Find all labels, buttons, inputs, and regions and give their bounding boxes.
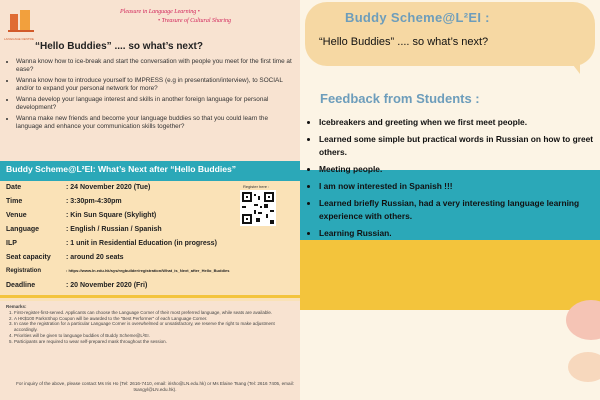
remark-item: 2. A HK$100 ParknShop Coupon will be awarded to the “Best Performer” of each Language Corner. (14, 316, 296, 322)
right-title: Buddy Scheme@L²EI : (345, 10, 490, 25)
info-row-deadline (6, 282, 147, 289)
left-bullet-item: • Wanna make new friends and become your language buddies so that you could learn the language and enhance your communication skills together? (16, 115, 295, 131)
registration-link[interactable]: : https://www.ln.edu.hk/sys/regbuilder/registration/What_is_Next_after_Hello_Buddies (66, 268, 230, 273)
info-value: : around 20 seats (66, 254, 124, 261)
info-value: : 3:30pm-4:30pm (66, 198, 122, 205)
info-label: Deadline (6, 282, 36, 289)
info-label: Date (6, 184, 22, 191)
remark-item: 1. First-register-first-served. Applicants can choose the Language Corner of their most preferred language, while seats are available. (14, 310, 296, 316)
info-row-time (6, 198, 122, 205)
slogan-line-1: Pleasure in Language Learning • (120, 9, 200, 15)
info-label: Language (6, 226, 40, 233)
info-value: : English / Russian / Spanish (66, 226, 162, 233)
left-bullet-item: • Wanna know how to introduce yourself to IMPRESS (e.g in presentation/interview), to SOCIAL and/or to expand your personal network for more? (16, 77, 295, 93)
remark-item: 4. Priorities will be given to language buddies of Buddy Scheme@L²EI. (14, 333, 296, 339)
info-row-venue (6, 212, 156, 219)
remark-item: 5. Participants are required to wear self-prepared mask throughout the session. (14, 339, 296, 345)
info-label: Registration (6, 268, 42, 274)
info-label: Seat capacity (6, 254, 51, 261)
feedback-item: • I am now interested in Spanish !!! (319, 180, 595, 193)
info-value: : 24 November 2020 (Tue) (66, 184, 151, 191)
info-row-registration (6, 268, 229, 274)
left-bullet-item: • Wanna know how to ice-break and start the conversation with people you meet for the first time at ease? (16, 58, 295, 74)
info-label: ILP (6, 240, 17, 247)
info-row-ilp (6, 240, 217, 247)
right-subtitle: “Hello Buddies” .... so what’s next? (319, 36, 489, 48)
info-value: : 1 unit in Residential Education (in progress) (66, 240, 217, 247)
divider (0, 295, 300, 298)
bubble-tail (560, 48, 580, 74)
info-value: : Kin Sun Square (Skylight) (66, 212, 157, 219)
logo-icon (6, 6, 36, 36)
language-centre-logo (6, 6, 36, 36)
feedback-item: • Icebreakers and greeting when we first meet people. (319, 116, 595, 129)
logo-text: LANGUAGE CENTRE (4, 37, 34, 41)
remarks (6, 304, 296, 345)
register-here-label: Register here : (243, 184, 270, 189)
feedback-item: • Learned some simple but practical words in Russian on how to greet others. (319, 133, 595, 159)
info-row-language (6, 226, 162, 233)
feedback-list (305, 116, 595, 244)
feedback-item: • Meeting people. (319, 163, 595, 176)
left-bullets (6, 58, 295, 134)
info-row-seats (6, 254, 124, 261)
left-header: “Hello Buddies” .... so what’s next? (35, 41, 203, 52)
info-label: Venue (6, 212, 27, 219)
feedback-title: Feedback from Students : (320, 91, 480, 106)
feedback-item: • Learning Russian. (319, 227, 595, 240)
qr-code-icon[interactable] (240, 190, 276, 226)
remark-item: 3. In case the registration for a particular Language Corner is overwhelmed or unsatisfactory, we reserve the right to make adjustment accordingly. (14, 321, 296, 333)
left-bullet-item: • Wanna develop your language interest and skills in another foreign language for personal development? (16, 96, 295, 112)
enquiry-text: For inquiry of the above, please contact Ms Iris Ho (Tel: 2616-7410, email: irisho@LN.edu.hk) or Ms Elaine Tsang (Tel: 2616 7405, email: tsangyl@LN.edu.hk). (16, 381, 294, 392)
yellow-strip (300, 240, 600, 310)
decorative-bubble (568, 352, 600, 382)
info-value: : 20 November 2020 (Fri) (66, 282, 148, 289)
info-label: Time (6, 198, 23, 205)
event-title: Buddy Scheme@L²EI: What’s Next after “Hello Buddies” (6, 164, 237, 174)
feedback-item: • Learned briefly Russian, had a very interesting language learning experience with others. (319, 197, 595, 223)
remarks-title: Remarks: (6, 304, 27, 309)
slogan-line-2: • Treasure of Cultural Sharing (158, 18, 231, 24)
info-row-date (6, 184, 150, 191)
